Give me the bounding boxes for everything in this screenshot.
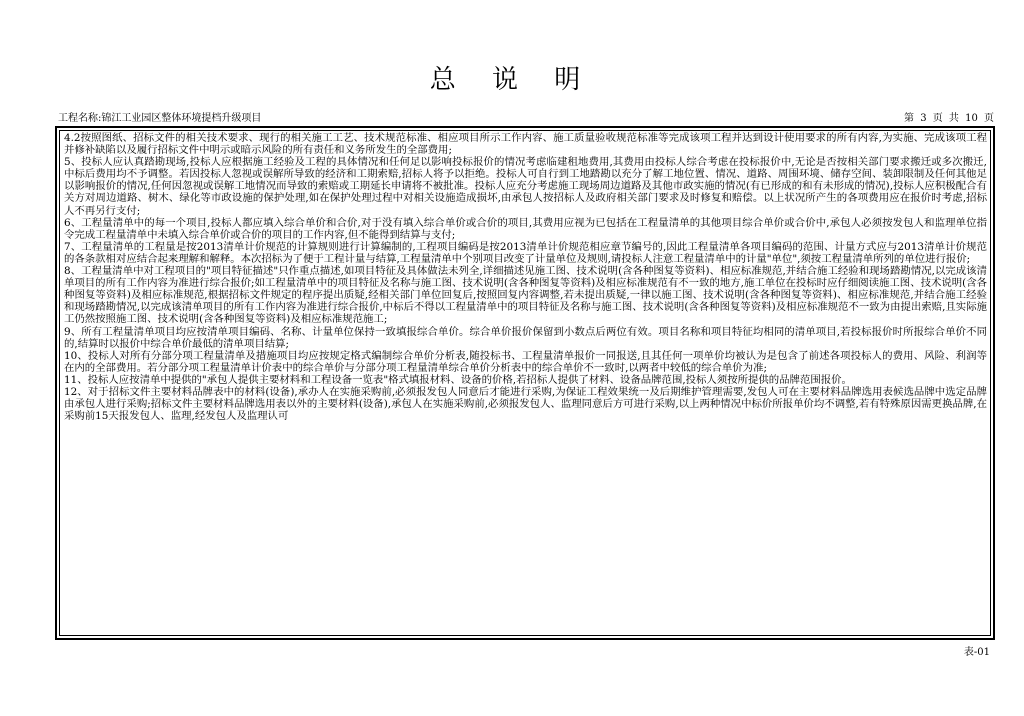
paragraph-10: 10、投标人对所有分部分项工程量清单及措施项目均应按规定格式编制综合单价分析表,随投标书、工程量清单报价一同报送,且其任何一项单价均被认为是包含了前述各项投标人的费用、风险、利润等在内的全部费用。若分部分项工程量清单计价表中的综合单价与分部分项工程量清单综合单价分析表中的综合单价不一致时,以两者中较低的综合单价为准; [64,349,987,374]
description-frame [55,126,995,640]
paragraph-11: 11、投标人应按清单中提供的"承包人提供主要材料和工程设备一览表"格式填报材料、设备的价格,若招标人提供了材料、设备品牌范围,投标人须按所提供的品牌范围报价。 [64,373,852,386]
description-body [59,130,991,636]
paragraph-9: 9、所有工程量清单项目均应按清单项目编码、名称、计量单位保持一致填报综合单价。综合单价报价保留到小数点后两位有效。项目名称和项目特征均相同的清单项目,若投标报价时所报综合单价不同的,结算时以报价中综合单价最低的清单项目结算; [64,325,987,350]
paragraph-5: 5、投标人应认真踏勘现场,投标人应根据施工经验及工程的具体情况和任何足以影响投标报价的情况考虑临建租地费用,其费用由投标人综合考虑在投标报价中,无论是否按相关部门要求搬迁或多次搬迁,中标后费用均不予调整。若因投标人忽视或误解所导致的经济和工期索赔,招标人将予以拒绝。投标人可自行到工地踏勘以充分了解工地位置、情况、道路、周围环境、储存空间、装卸限制及任何其他足以影响报价的情况,任何因忽视或误解工地情况而导致的索赔或工期延长申请将不被批准。投标人应充分考虑施工现场周边道路及其他市政实施的情况(有已形成的和有未形成的情况),投标人应积极配合有关方对周边道路、树木、绿化等市政设施的保护处理,如在保护处理过程中对相关设施造成损坏,由承包人按招标人及政府相关部门要求及时修复和赔偿。以上状况所产生的各项费用应在报价时考虑,招标人不再另行支付; [64,156,987,217]
project-name: 工程名称:锦江工业园区整体环境提档升级项目 [58,113,262,124]
paragraph-8: 8、工程量清单中对工程项目的"项目特征描述"只作重点描述,如项目特征及具体做法未列全,详细描述见施工图、技术说明(含各种图复等资料)、相应标准规范,并结合施工经验和现场踏勘情况,以完成该清单项目的所有工作内容为准进行综合报价;如工程量清单中的项目特征及名称与施工图、技术说明(含各种图复等资料)及相应标准规范有不一致的地方,施工单位在投标时应仔细阅读施工图、技术说明(含各种图复等资料)及相应标准规范,根据招标文件规定的程序提出质疑,经相关部门单位回复后,按照回复内容调整,若未提出质疑,一律以施工图、技术说明(含各种图复等资料)、相应标准规范,并结合施工经验和现场踏勘情况,以完成该清单项目的所有工作内容为准进行综合报价,中标后不得以工程量清单中的项目特征及名称与施工图、技术说明(含各种图复等资料)及相应标准规范不一致为由提出索赔,且实际施工仍然按照施工图、技术说明(含各种图复等资料)及相应标准规范施工; [64,265,987,326]
paragraph-12: 12、对于招标文件主要材料品牌表中的材料(设备),承办人在实施采购前,必须报发包人同意后才能进行采购,为保证工程效果统一及后期维护管理需要,发包人可在主要材料品牌选用表候选品牌中选定品牌由承包人进行采购;招标文件主要材料品牌选用表以外的主要材料(设备),承包人在实施采购前,必须报发包人、监理同意后方可进行采购,以上两种情况中标价所报单价均不调整,若有特殊原因需更换品牌,在采购前15天报发包人、监理,经发包人及监理认可 [64,385,987,423]
paragraph-7: 7、工程量清单的工程量是按2013清单计价规范的计算规则进行计算编制的,工程项目编码是按2013清单计价规范相应章节编号的,因此工程量清单各项目编码的范围、计量方式应与2013清单计价规范的各条款相对应结合起来理解和解释。本次招标为了便于工程计量与结算,工程量清单中个别项目改变了计量单位及规则,请投标人注意工程量清单中的计量"单位",须按工程量清单所列的单位进行报价; [64,240,987,265]
header-row [58,111,994,127]
paragraph-4-2: 4.2按照图纸、招标文件的相关技术要求、现行的相关施工工艺、技术规范标准、相应项目所示工作内容、施工质量验收规范标准等完成该项工程并达到设计使用要求的所有内容,为实施、完成该项工程并修补缺陷以及履行招标文件中明示或暗示风险的所有责任和义务所发生的全部费用; [64,132,987,157]
paragraph-6: 6、工程量清单中的每一个项目,投标人都应填入综合单价和合价,对于没有填入综合单价或合价的项目,其费用应视为已包括在工程量清单的其他项目综合单价或合价中,承包人必须按发包人和监理单位指令完成工程量清单中未填入综合单价或合价的项目的工作内容,但不能得到结算与支付; [64,216,987,241]
page-indicator: 第 3 页 共 10 页 [904,113,994,124]
form-code: 表-01 [963,647,990,658]
page-title: 总 说 明 [429,65,595,95]
